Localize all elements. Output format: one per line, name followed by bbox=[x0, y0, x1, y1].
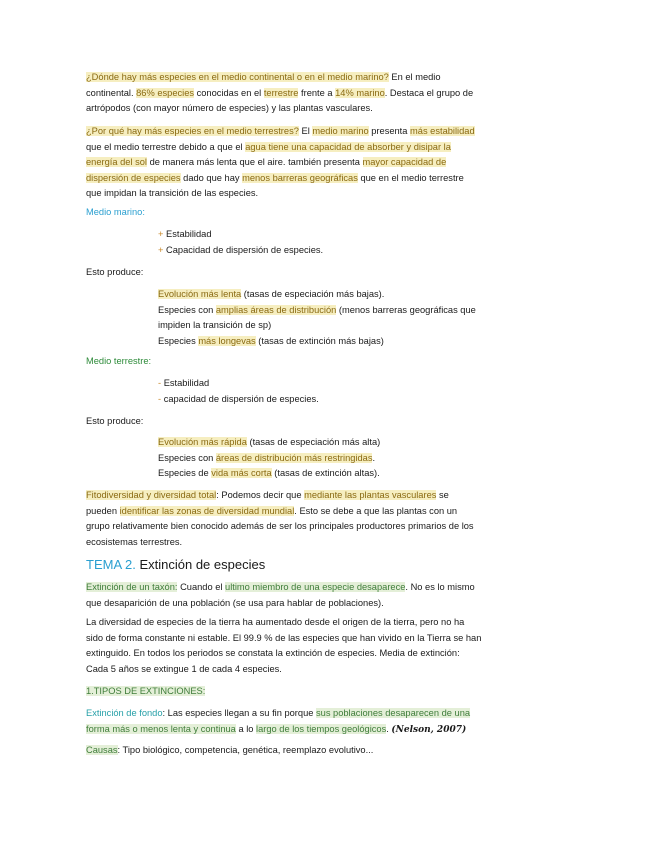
text-line: artrópodos (con mayor número de especies) y las plantas vasculares. bbox=[86, 103, 373, 113]
list-item: Estabilidad bbox=[163, 229, 212, 239]
text-line: impiden la transición de sp) bbox=[158, 320, 272, 330]
highlight: Causas bbox=[86, 745, 118, 755]
text: . Esto se debe a que las plantas con un bbox=[294, 505, 458, 516]
highlight: identificar las zonas de diversidad mundial bbox=[119, 505, 295, 516]
text: : Las especies llegan a su fin porque bbox=[162, 708, 316, 718]
section-heading: 1.TIPOS DE EXTINCIONES: bbox=[86, 686, 206, 696]
text: dado que hay bbox=[180, 172, 243, 183]
question-where: ¿Dónde hay más especies en el medio continental o en el medio marino? bbox=[86, 72, 389, 82]
section-heading: Medio terrestre: bbox=[86, 356, 152, 366]
minus-bullet: - bbox=[158, 378, 162, 388]
text: : Tipo biológico, competencia, genética, reemplazo evolutivo... bbox=[117, 745, 374, 755]
section-heading: Medio marino: bbox=[86, 207, 145, 217]
list-produce-terrestre bbox=[158, 435, 518, 482]
text: se bbox=[436, 490, 449, 500]
list-item: Capacidad de dispersión de especies. bbox=[163, 244, 324, 255]
highlight: Extinción de un taxón: bbox=[86, 582, 178, 592]
text-line: que desaparición de una población (se usa para hablar de poblaciones). bbox=[86, 597, 384, 608]
highlight: Fitodiversidad y diversidad total bbox=[86, 490, 217, 500]
paragraph-causas bbox=[86, 743, 516, 759]
highlight: más longevas bbox=[198, 335, 256, 346]
text: Especies bbox=[158, 335, 199, 346]
label-esto-produce bbox=[86, 414, 516, 430]
text: que en el medio terrestre bbox=[357, 172, 464, 183]
text: . bbox=[372, 452, 376, 463]
text: . bbox=[386, 723, 392, 734]
highlight: dispersión de especies bbox=[86, 172, 181, 183]
tema-number: TEMA 2. bbox=[86, 557, 136, 572]
highlight: Evolución más lenta bbox=[158, 289, 242, 299]
highlight: vida más corta bbox=[211, 468, 272, 478]
text: (menos barreras geográficas que bbox=[336, 304, 476, 315]
highlight: largo de los tiempos geológicos bbox=[256, 723, 387, 734]
highlight: energía del sol bbox=[86, 157, 147, 167]
text: En el medio bbox=[388, 72, 441, 82]
list-item: Estabilidad bbox=[161, 378, 210, 388]
paragraph-continental bbox=[86, 70, 516, 117]
text-line: Esto produce: bbox=[86, 416, 144, 426]
highlight: sus poblaciones desaparecen de una bbox=[316, 708, 471, 718]
list-produce-marino bbox=[158, 287, 518, 349]
question-why: ¿Por qué hay más especies en el medio terrestres? bbox=[86, 126, 299, 136]
minus-bullet: - bbox=[158, 393, 162, 404]
highlight-14: 14% marino bbox=[335, 87, 385, 98]
text-line: Cada 5 años se extingue 1 de cada 4 especies. bbox=[86, 663, 282, 674]
highlight: amplias áreas de distribución bbox=[215, 304, 337, 315]
highlight: menos barreras geográficas bbox=[242, 172, 358, 183]
text: . No es lo mismo bbox=[405, 582, 475, 592]
highlight: forma más o menos lenta y continua bbox=[86, 723, 236, 734]
text: Especies con bbox=[158, 452, 216, 463]
text: frente a bbox=[298, 87, 336, 98]
text: Especies con bbox=[158, 304, 216, 315]
text: . Destaca el grupo de bbox=[384, 87, 474, 98]
highlight: áreas de distribución más restringidas bbox=[215, 452, 373, 463]
text-line: La diversidad de especies de la tierra ha aumentado desde el origen de la tierra, pero no ha bbox=[86, 617, 465, 627]
paragraph-diversidad bbox=[86, 615, 516, 677]
paragraph-extincion-fondo bbox=[86, 706, 516, 737]
text-line: que impidan la transición de las especies. bbox=[86, 188, 259, 198]
plus-bullet: + bbox=[158, 244, 164, 255]
text-line: Esto produce: bbox=[86, 267, 144, 277]
highlight: mediante las plantas vasculares bbox=[304, 490, 437, 500]
text: (tasas de extinción más bajas) bbox=[255, 335, 384, 346]
list-marino bbox=[158, 227, 518, 258]
text-line: ecosistemas terrestres. bbox=[86, 536, 183, 547]
text: de manera más lenta que el aire. también presenta bbox=[147, 157, 363, 167]
heading-medio-marino bbox=[86, 205, 516, 221]
text: Cuando el bbox=[177, 582, 226, 592]
highlight: medio marino bbox=[312, 126, 369, 136]
text: El bbox=[298, 126, 313, 136]
heading-medio-terrestre bbox=[86, 354, 516, 370]
paragraph-extincion-taxon bbox=[86, 580, 516, 611]
plus-bullet: + bbox=[158, 229, 164, 239]
highlight-terrestre: terrestre bbox=[263, 87, 299, 98]
text: Especies de bbox=[158, 468, 212, 478]
highlight-86: 86% especies bbox=[136, 87, 195, 98]
text: presenta bbox=[368, 126, 411, 136]
text: que el medio terrestre debido a que el bbox=[86, 141, 246, 152]
text: pueden bbox=[86, 505, 120, 516]
text: continental. bbox=[86, 87, 137, 98]
paragraph-why bbox=[86, 124, 516, 202]
paragraph-fitodiversidad bbox=[86, 488, 516, 550]
page-title bbox=[86, 556, 265, 574]
label-esto-produce bbox=[86, 265, 516, 281]
highlight: más estabilidad bbox=[410, 126, 475, 136]
highlight: Evolución más rápida bbox=[158, 437, 247, 447]
text-line: grupo relativamente bien conocido además de ser los principales productores primarios de los bbox=[86, 521, 474, 531]
heading-tipos bbox=[86, 684, 516, 700]
text-line: extinguido. En todos los periodos se constata la extinción de especies. Media de extinción: bbox=[86, 648, 460, 658]
tema-title: Extinción de especies bbox=[135, 557, 266, 572]
list-terrestre bbox=[158, 376, 518, 407]
highlight: ultimo miembro de una especie desaparece bbox=[225, 582, 406, 592]
text: (tasas de especiación más alta) bbox=[246, 437, 381, 447]
text-line: sido de forma constante ni estable. El 99.9 % de las especies que han vivido en la Tierra se han bbox=[86, 632, 482, 643]
text: (tasas de extinción altas). bbox=[271, 468, 380, 478]
text: conocidas en el bbox=[194, 87, 264, 98]
highlight: agua tiene una capacidad de absorber y disipar la bbox=[245, 141, 451, 152]
text: a lo bbox=[235, 723, 257, 734]
term: Extinción de fondo bbox=[86, 708, 163, 718]
highlight: mayor capacidad de bbox=[362, 157, 447, 167]
list-item: capacidad de dispersión de especies. bbox=[161, 393, 319, 404]
text: (tasas de especiación más bajas). bbox=[241, 289, 385, 299]
text: : Podemos decir que bbox=[216, 490, 305, 500]
handwritten-citation: (Nelson, 2007) bbox=[391, 724, 467, 735]
